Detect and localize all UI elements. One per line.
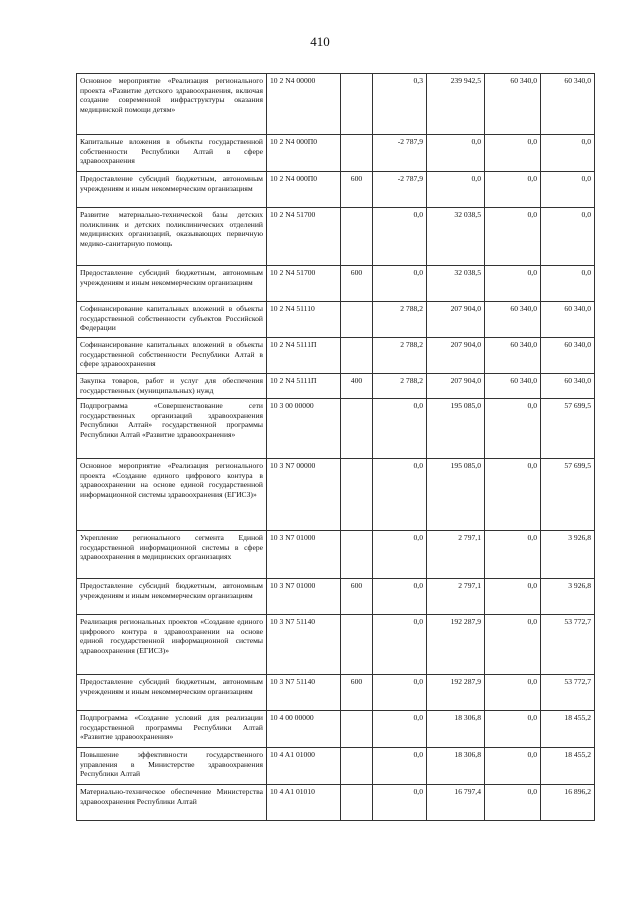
row-code: 10 3 N7 51140 <box>267 615 341 675</box>
table-row <box>77 208 595 266</box>
row-name: Софинансирование капитальных вложений в объекты государственной собственности Республики Алтай в сфере здравоохранения <box>77 338 267 374</box>
row-expense-type <box>341 302 373 338</box>
row-name: Материально-техническое обеспечение Министерства здравоохранения Республики Алтай <box>77 785 267 821</box>
row-amount-4: 18 455,2 <box>541 711 595 748</box>
row-code: 10 2 N4 5111П <box>267 374 341 399</box>
row-amount-4: 0,0 <box>541 208 595 266</box>
row-amount-2: 0,0 <box>427 172 485 208</box>
table-row <box>77 675 595 711</box>
row-name: Основное мероприятие «Реализация регионального проекта «Создание единого цифрового контура в здравоохранении на основе единой государственной информационной системы здравоохранения (ЕГИСЗ)» <box>77 459 267 531</box>
row-amount-1: 2 788,2 <box>373 338 427 374</box>
row-amount-3: 60 340,0 <box>485 74 541 135</box>
row-amount-4: 3 926,8 <box>541 579 595 615</box>
row-expense-type <box>341 338 373 374</box>
row-amount-2: 192 287,9 <box>427 615 485 675</box>
row-code: 10 3 N7 51140 <box>267 675 341 711</box>
row-code: 10 3 N7 00000 <box>267 459 341 531</box>
row-expense-type: 600 <box>341 579 373 615</box>
row-name: Основное мероприятие «Реализация регионального проекта «Развитие детского здравоохранения, включая создание современной инфраструктуры оказания медицинской помощи детям» <box>77 74 267 135</box>
row-amount-4: 60 340,0 <box>541 338 595 374</box>
row-name: Подпрограмма «Создание условий для реализации государственной программы Республики Алтай «Развитие здравоохранения» <box>77 711 267 748</box>
row-amount-4: 16 896,2 <box>541 785 595 821</box>
row-amount-4: 57 699,5 <box>541 459 595 531</box>
row-amount-3: 0,0 <box>485 579 541 615</box>
row-amount-2: 195 085,0 <box>427 399 485 459</box>
table-row <box>77 748 595 785</box>
row-name: Укрепление регионального сегмента Единой государственной информационной системы в сфере здравоохранения в медицинских организациях <box>77 531 267 579</box>
table-row <box>77 785 595 821</box>
row-name: Софинансирование капитальных вложений в объекты государственной собственности субъектов Российской Федерации <box>77 302 267 338</box>
row-amount-4: 60 340,0 <box>541 302 595 338</box>
row-amount-4: 18 455,2 <box>541 748 595 785</box>
row-amount-4: 53 772,7 <box>541 615 595 675</box>
row-name: Предоставление субсидий бюджетным, автономным учреждениям и иным некоммерческим организациям <box>77 172 267 208</box>
table-row <box>77 172 595 208</box>
row-amount-3: 60 340,0 <box>485 338 541 374</box>
row-code: 10 2 N4 000П0 <box>267 135 341 172</box>
row-amount-3: 0,0 <box>485 748 541 785</box>
row-expense-type <box>341 459 373 531</box>
row-expense-type: 600 <box>341 172 373 208</box>
row-amount-3: 0,0 <box>485 172 541 208</box>
row-code: 10 4 A1 01000 <box>267 748 341 785</box>
row-amount-2: 2 797,1 <box>427 531 485 579</box>
row-amount-2: 18 306,8 <box>427 748 485 785</box>
row-code: 10 2 N4 00000 <box>267 74 341 135</box>
row-amount-2: 192 287,9 <box>427 675 485 711</box>
budget-table <box>76 73 595 821</box>
row-amount-1: 2 788,2 <box>373 374 427 399</box>
budget-table-body <box>77 74 595 821</box>
table-row <box>77 579 595 615</box>
row-amount-3: 0,0 <box>485 266 541 302</box>
row-amount-2: 2 797,1 <box>427 579 485 615</box>
table-row <box>77 615 595 675</box>
row-amount-4: 0,0 <box>541 172 595 208</box>
row-amount-4: 0,0 <box>541 266 595 302</box>
row-expense-type <box>341 208 373 266</box>
row-name: Предоставление субсидий бюджетным, автономным учреждениям и иным некоммерческим организациям <box>77 579 267 615</box>
table-row <box>77 374 595 399</box>
row-expense-type <box>341 748 373 785</box>
row-name: Закупка товаров, работ и услуг для обеспечения государственных (муниципальных) нужд <box>77 374 267 399</box>
table-row <box>77 459 595 531</box>
row-amount-1: 0,0 <box>373 531 427 579</box>
row-expense-type: 600 <box>341 266 373 302</box>
row-amount-4: 0,0 <box>541 135 595 172</box>
row-expense-type <box>341 615 373 675</box>
row-amount-4: 60 340,0 <box>541 374 595 399</box>
row-amount-1: 0,0 <box>373 711 427 748</box>
row-amount-2: 0,0 <box>427 135 485 172</box>
row-expense-type <box>341 785 373 821</box>
row-amount-1: 0,0 <box>373 399 427 459</box>
table-row <box>77 135 595 172</box>
row-amount-1: 0,0 <box>373 208 427 266</box>
row-code: 10 3 N7 01000 <box>267 579 341 615</box>
row-amount-2: 207 904,0 <box>427 302 485 338</box>
row-amount-1: 0,0 <box>373 675 427 711</box>
row-expense-type <box>341 531 373 579</box>
row-code: 10 4 00 00000 <box>267 711 341 748</box>
row-amount-4: 3 926,8 <box>541 531 595 579</box>
row-amount-3: 0,0 <box>485 675 541 711</box>
row-amount-2: 32 038,5 <box>427 266 485 302</box>
row-code: 10 2 N4 5111П <box>267 338 341 374</box>
row-name: Подпрограмма «Совершенствование сети государственных организаций здравоохранения Республики Алтай» государственной программы Республики Алтай «Развитие здравоохранения» <box>77 399 267 459</box>
row-amount-1: -2 787,9 <box>373 172 427 208</box>
row-amount-4: 57 699,5 <box>541 399 595 459</box>
row-amount-1: 2 788,2 <box>373 302 427 338</box>
row-amount-3: 0,0 <box>485 531 541 579</box>
row-amount-3: 0,0 <box>485 208 541 266</box>
row-expense-type: 600 <box>341 675 373 711</box>
row-amount-2: 32 038,5 <box>427 208 485 266</box>
row-amount-2: 18 306,8 <box>427 711 485 748</box>
row-amount-3: 0,0 <box>485 459 541 531</box>
table-row <box>77 302 595 338</box>
row-code: 10 4 A1 01010 <box>267 785 341 821</box>
row-amount-2: 16 797,4 <box>427 785 485 821</box>
row-expense-type <box>341 399 373 459</box>
row-name: Предоставление субсидий бюджетным, автономным учреждениям и иным некоммерческим организациям <box>77 266 267 302</box>
row-name: Развитие материально-технической базы детских поликлиник и детских поликлинических отделений медицинских организаций, оказывающих первичную медико-санитарную помощь <box>77 208 267 266</box>
row-name: Предоставление субсидий бюджетным, автономным учреждениям и иным некоммерческим организациям <box>77 675 267 711</box>
row-amount-1: 0,0 <box>373 579 427 615</box>
table-row <box>77 74 595 135</box>
row-code: 10 2 N4 51700 <box>267 208 341 266</box>
row-amount-2: 195 085,0 <box>427 459 485 531</box>
row-amount-2: 207 904,0 <box>427 374 485 399</box>
row-amount-1: -2 787,9 <box>373 135 427 172</box>
row-amount-2: 207 904,0 <box>427 338 485 374</box>
row-expense-type: 400 <box>341 374 373 399</box>
row-amount-3: 60 340,0 <box>485 302 541 338</box>
row-amount-3: 0,0 <box>485 135 541 172</box>
row-code: 10 2 N4 51110 <box>267 302 341 338</box>
row-code: 10 2 N4 51700 <box>267 266 341 302</box>
row-name: Капитальные вложения в объекты государственной собственности Республики Алтай в сфере здравоохранения <box>77 135 267 172</box>
row-code: 10 2 N4 000П0 <box>267 172 341 208</box>
row-amount-1: 0,0 <box>373 459 427 531</box>
row-name: Реализация региональных проектов «Создание единого цифрового контура в здравоохранении на основе единой государственной информационной системы здравоохранения (ЕГИСЗ)» <box>77 615 267 675</box>
page-number: 410 <box>310 34 330 49</box>
row-amount-3: 0,0 <box>485 785 541 821</box>
table-row <box>77 399 595 459</box>
table-row <box>77 711 595 748</box>
row-amount-3: 0,0 <box>485 399 541 459</box>
row-amount-1: 0,0 <box>373 266 427 302</box>
row-code: 10 3 N7 01000 <box>267 531 341 579</box>
row-expense-type <box>341 135 373 172</box>
row-expense-type <box>341 711 373 748</box>
table-row <box>77 338 595 374</box>
row-code: 10 3 00 00000 <box>267 399 341 459</box>
row-amount-1: 0,0 <box>373 748 427 785</box>
row-amount-1: 0,0 <box>373 615 427 675</box>
row-amount-4: 53 772,7 <box>541 675 595 711</box>
row-amount-1: 0,0 <box>373 785 427 821</box>
row-name: Повышение эффективности государственного управления в Министерстве здравоохранения Республики Алтай <box>77 748 267 785</box>
row-amount-2: 239 942,5 <box>427 74 485 135</box>
row-amount-3: 60 340,0 <box>485 374 541 399</box>
row-amount-3: 0,0 <box>485 711 541 748</box>
row-amount-4: 60 340,0 <box>541 74 595 135</box>
table-row <box>77 266 595 302</box>
row-amount-3: 0,0 <box>485 615 541 675</box>
table-row <box>77 531 595 579</box>
row-amount-1: 0,3 <box>373 74 427 135</box>
row-expense-type <box>341 74 373 135</box>
